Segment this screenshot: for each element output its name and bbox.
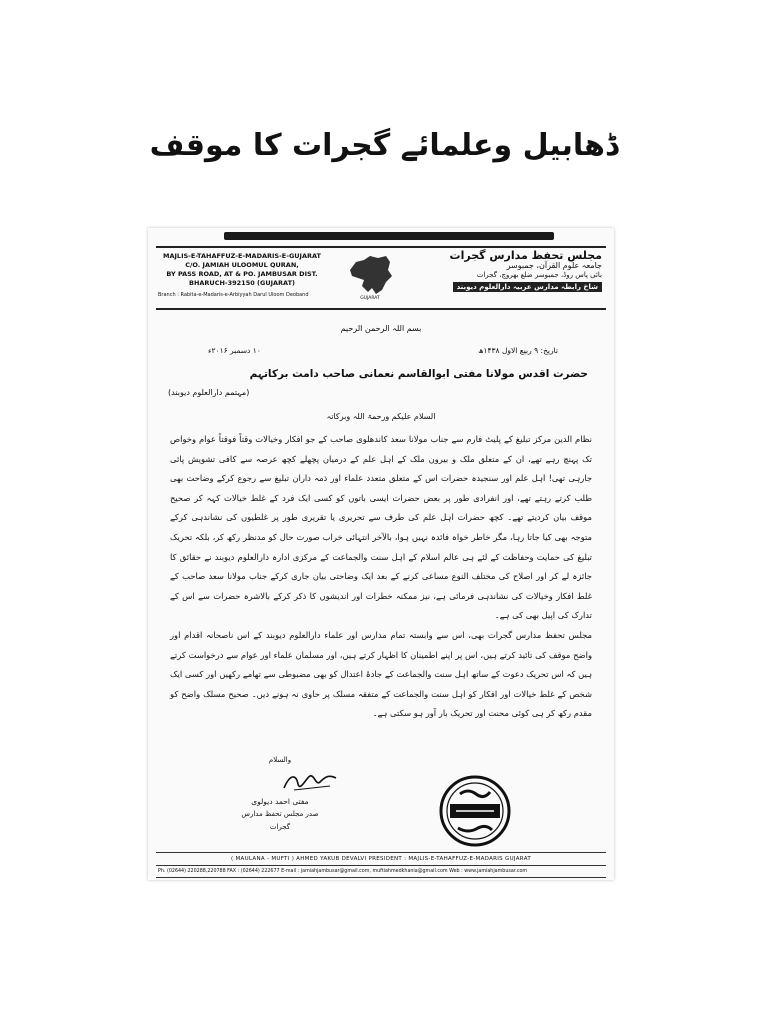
footer-contact-line: Ph. (02644) 220288,220788 FAX : (02644) 222677 E-mail : jamiahjambusar@gmail.com, muftiahmedkhania@gmail.com Web : www.jamiahjambusar.com	[158, 869, 528, 874]
addressee: حضرت اقدس مولانا مفتی ابوالقاسم نعمانی صاحب دامت برکاتہم	[249, 368, 588, 380]
letterhead	[156, 246, 606, 310]
gujarat-map-icon	[346, 252, 394, 298]
date-gregorian: ۱۰ دسمبر ۲۰۱۶ء	[208, 346, 261, 355]
org-name-urdu: مجلس تحفظ مدارس گجرات	[449, 249, 602, 262]
top-rule	[224, 232, 554, 240]
map-label: GUJARAT	[360, 296, 380, 301]
urdu-branch-line: شاخ رابطہ مدارس عربیہ دارالعلوم دیوبند	[453, 282, 602, 292]
letter-document	[148, 228, 614, 880]
urdu-line: جامعہ علوم القرآن، جمبوسر	[506, 261, 602, 270]
address-line: BHARUCH-392150 (GUJARAT)	[189, 279, 295, 287]
basmala: بسم اللہ الرحمن الرحیم	[340, 324, 422, 333]
signer-name: مفتی احمد دیولوی	[251, 797, 309, 806]
addressee-title: (مہتمم دارالعلوم دیوبند)	[168, 388, 250, 397]
letter-footer	[156, 852, 606, 878]
branch-line: Branch : Rabita-e-Madaris-e-Arbiyyah Darul Uloom Deoband	[158, 292, 309, 298]
date-hijri: تاریخ: ۹ ربیع الاول ۱۴۳۸ھ	[478, 346, 558, 355]
seal-stamp-icon	[438, 774, 512, 848]
paragraph: نظام الدین مرکز تبلیغ کے پلیٹ فارم سے جناب مولانا سعد کاندھلوی صاحب کے جو افکار وخیالات وقتاً فوقتاً عوام وخواص تک پہنچ رہے تھے، ان کے متعلق ملک و بیرون ملک کے اہل علم کے درمیان پچھلے کچھ عرصہ سے کافی تشویش پائی جارہی تھی! اہل علم اور سنجیدہ حضرات اس کے متعلق متعدد علماء اور ذمہ داران تبلیغ سے رجوع کرکے وضاحت بھی طلب کرتے رہتے تھے، اور انفرادی طور پر بعض حضرات ایسی باتوں کو کسی ایک فرد کے غلط خیالات کہہ کر صحیح موقف بیان کردیتے تھے۔ کچھ حضرات اہل علم کی طرف سے تحریری یا تقریری طور پر غلطیوں کی نشاندہی کرکے متوجہ بھی کیا جاتا رہا، مگر خاطر خواہ فائدہ نہیں ہوا، بالآخر انتہائی خراب صورت حال کو مدنظر رکھ کر، بلکہ تحریک تبلیغ کی حمایت وحفاظت کے لئے ہی عالم اسلام کے اہل سنت والجماعت کے مرکزی ادارہ دارالعلوم دیوبند نے حقائق کا جائزہ لے کر اور اصلاح کی مختلف النوع مساعی کرنے کے بعد ایک وضاحتی بیان جاری کرکے جناب مولانا سعد صاحب کے غلط افکار وخیالات کی نشاندہی فرمائی ہے، نیز ممکنہ خطرات اور اندیشوں کا ذکر کرکے بالاشرہ حضرات سے اس کے تدارک کی اپیل بھی کی ہے۔	[170, 434, 592, 621]
urdu-line: بائی پاس روڈ، جمبوسر ضلع بھروچ، گجرات	[476, 271, 602, 279]
footer-president-line: ( MAULANA - MUFTI ) AHMED YAKUB DEVALVI PRESIDENT : MAJLIS-E-TAHAFFUZ-E-MADARIS GUJARAT	[156, 853, 606, 866]
paragraph: مجلس تحفظ مدارس گجرات بھی، اس سے وابستہ تمام مدارس اور علماء دارالعلوم دیوبند کے اس ناصحانہ اقدام اور واضح موقف کی تائید کرتے ہیں، اس پر اپنے اطمینان کا اظہار کرتے ہیں، اور مسلمان علماء اور عوام سے درخواست کرتے ہیں کہ اس تحریک دعوت کے ساتھ اہل سنت والجماعت کے جادۂ اعتدال کو بھی مضبوطی سے تھامے رکھیں اور کسی ایک شخص کے غلط خیالات اور افکار کو اہل سنت والجماعت کے متفقہ مسلک پر حاوی نہ ہونے دیں۔ صحیح مسلک واضح کو مقدم رکھ کر ہی کوئی محنت اور تحریک بار آور ہو سکتی ہے۔	[170, 629, 592, 719]
letter-body	[170, 430, 592, 724]
signer-title: صدر مجلس تحفظ مدارس گجرات	[241, 810, 319, 831]
signature-icon	[280, 768, 340, 796]
page-heading: ڈھابیل وعلمائے گجرات کا موقف	[149, 128, 619, 163]
address-line: BY PASS ROAD, AT & PO. JAMBUSAR DIST.	[166, 270, 318, 278]
closing-word: والسلام	[268, 756, 292, 764]
org-name-en: MAJLIS-E-TAHAFFUZ-E-MADARIS-E-GUJARAT	[163, 252, 321, 260]
letterhead-urdu	[412, 250, 602, 292]
letterhead-english	[158, 252, 326, 300]
address-line: C/O. JAMIAH ULOOMUL QURAN,	[185, 261, 299, 269]
salutation: السلام علیکم ورحمۃ اللہ وبرکاتہ	[326, 412, 436, 421]
